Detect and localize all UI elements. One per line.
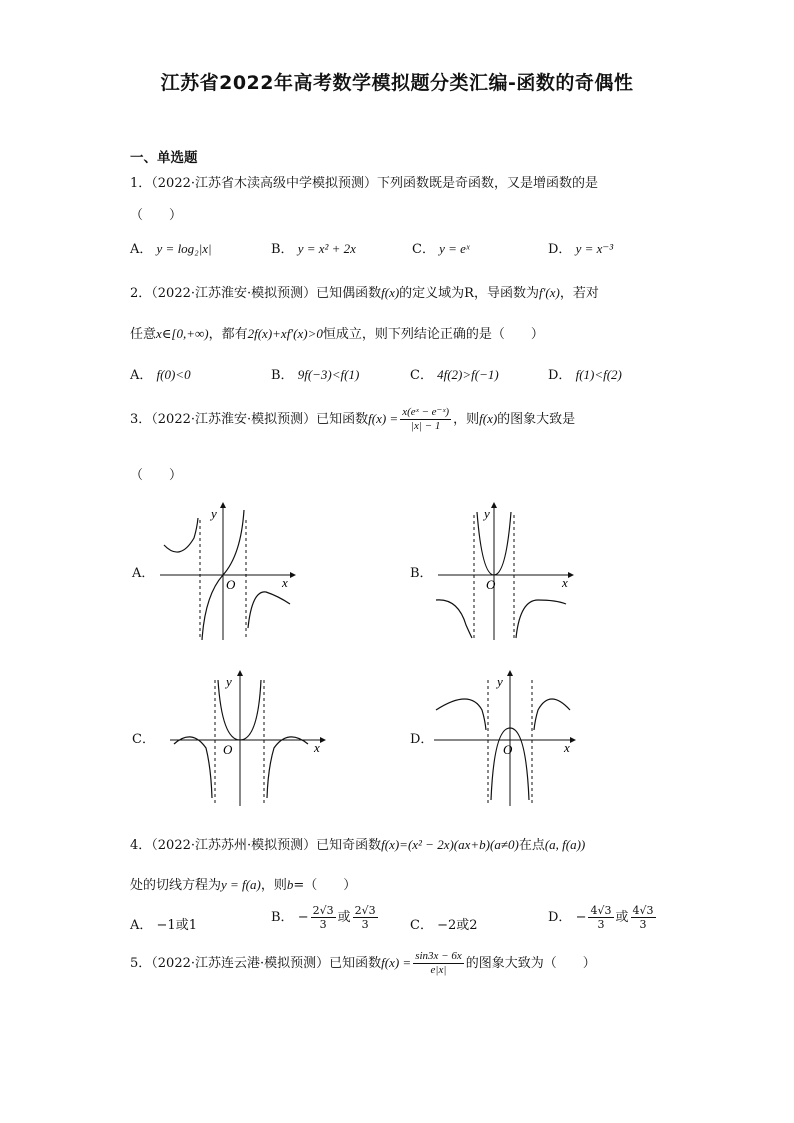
- question-2-line-1: [130, 282, 599, 301]
- numerator: sin3x − 6x: [415, 950, 462, 962]
- option-label: A．: [130, 242, 153, 257]
- denominator: 3: [319, 918, 327, 931]
- text: 恒成立，则下列结论正确的是（ ）: [322, 327, 544, 342]
- option-label: D．: [548, 242, 572, 257]
- q3-graph-c[interactable]: [160, 668, 330, 808]
- or-text: 或: [337, 910, 351, 925]
- q3-graph-a[interactable]: [150, 500, 300, 645]
- section-heading: 一、单选题: [130, 150, 198, 166]
- minus-sign: −: [575, 910, 587, 925]
- q1-option-b[interactable]: [271, 238, 356, 257]
- option-text: y = log₂|x|: [156, 241, 212, 256]
- fraction: [413, 950, 464, 977]
- option-label: B．: [271, 242, 294, 257]
- curve-right: [267, 737, 308, 798]
- fraction: [400, 406, 451, 433]
- numerator: 2√3: [354, 904, 376, 917]
- option-text: f(1)<f(2): [575, 367, 622, 382]
- q3-graph-c-label[interactable]: C．: [132, 732, 155, 747]
- math: (a, f(a)): [544, 837, 586, 852]
- text: ，则: [453, 412, 480, 427]
- x-axis-arrow: [290, 572, 296, 578]
- text: ，都有: [208, 327, 248, 342]
- fraction: [631, 904, 656, 931]
- question-5-stem: [130, 950, 596, 977]
- option-label: C．: [410, 368, 433, 383]
- q3-graph-d[interactable]: [430, 668, 580, 808]
- numerator: x(eˣ − e⁻ˣ): [402, 406, 450, 418]
- text: 任意: [130, 327, 157, 342]
- x-axis-arrow: [570, 737, 576, 743]
- denominator: e|x|: [430, 964, 447, 976]
- math: f(x)=(x² − 2x)(ax+b)(a≠0): [381, 837, 519, 852]
- y-label: y: [484, 506, 490, 521]
- text: 5．（2022·江苏连云港·模拟预测）已知函数: [130, 956, 382, 971]
- option-text: 9f(−3)<f(1): [297, 367, 360, 382]
- option-label: A．: [130, 368, 153, 383]
- math: f′(x): [538, 285, 560, 300]
- text: ，则: [260, 878, 287, 893]
- text: ，若对: [559, 286, 599, 301]
- origin-label: O: [226, 577, 236, 592]
- q4-option-b[interactable]: [271, 904, 380, 931]
- y-axis-arrow: [220, 502, 226, 508]
- y-label: y: [497, 674, 503, 689]
- option-label: A．: [130, 918, 153, 933]
- origin-label: O: [223, 742, 233, 757]
- q2-option-d[interactable]: [548, 364, 622, 383]
- fraction: [353, 904, 378, 931]
- q1-option-d[interactable]: [548, 238, 613, 257]
- q1-option-c[interactable]: [412, 238, 470, 257]
- q3-graph-d-label[interactable]: D．: [410, 732, 434, 747]
- y-axis-arrow: [491, 502, 497, 508]
- math: b: [286, 877, 294, 892]
- option-text: y = x⁻³: [575, 241, 614, 256]
- q4-option-a[interactable]: [130, 914, 197, 933]
- math: x∈[0,+∞): [156, 326, 209, 341]
- option-label: C．: [412, 242, 435, 257]
- or-text: 或: [615, 910, 629, 925]
- curve-right: [534, 699, 570, 730]
- q3-graph-a-label[interactable]: A．: [132, 566, 155, 581]
- option-text: −2或2: [437, 918, 478, 933]
- numerator: 4√3: [590, 904, 612, 917]
- math: f(x): [381, 285, 400, 300]
- text: 4．（2022·江苏苏州·模拟预测）已知奇函数: [130, 838, 382, 853]
- question-4-line-2: [130, 874, 356, 893]
- q4-option-d[interactable]: [548, 904, 658, 931]
- option-text: 4f(2)>f(−1): [437, 367, 499, 382]
- option-text: y = x² + 2x: [297, 241, 356, 256]
- option-text: y = eˣ: [439, 241, 470, 256]
- q2-option-b[interactable]: [271, 364, 359, 383]
- minus-sign: −: [297, 910, 309, 925]
- curve-left: [174, 737, 212, 798]
- numerator: 2√3: [312, 904, 334, 917]
- question-1-paren: （ ）: [130, 208, 183, 223]
- q2-option-c[interactable]: [410, 364, 499, 383]
- q3-graph-b[interactable]: [428, 500, 578, 645]
- text: 处的切线方程为: [130, 878, 222, 893]
- math: 2f(x)+xf′(x)>0: [247, 326, 323, 341]
- page-title: 江苏省2022年高考数学模拟题分类汇编-函数的奇偶性: [160, 72, 634, 94]
- q3-graph-b-label[interactable]: B．: [410, 566, 433, 581]
- curve-left: [164, 518, 198, 552]
- text: 2．（2022·江苏淮安·模拟预测）已知偶函数: [130, 286, 382, 301]
- y-axis-arrow: [237, 670, 243, 676]
- text: 的定义域为R，导函数为: [399, 286, 539, 301]
- fraction: [588, 904, 613, 931]
- denominator: 3: [639, 918, 647, 931]
- x-label: x: [314, 740, 320, 755]
- math: y = f(a): [221, 877, 261, 892]
- q1-option-a[interactable]: [130, 238, 212, 257]
- option-label: C．: [410, 918, 433, 933]
- question-2-line-2: [130, 323, 544, 342]
- option-text: −1或1: [156, 918, 197, 933]
- option-label: B．: [271, 368, 294, 383]
- curve-left: [436, 600, 472, 638]
- question-3-stem: [130, 406, 575, 433]
- curve-right: [248, 592, 290, 628]
- x-axis-arrow: [568, 572, 574, 578]
- numerator: 4√3: [632, 904, 654, 917]
- y-label: y: [211, 506, 217, 521]
- option-label: B．: [271, 910, 294, 925]
- text: 在点: [518, 838, 545, 853]
- text: 3．（2022·江苏淮安·模拟预测）已知函数: [130, 412, 369, 427]
- question-4-line-1: [130, 834, 585, 853]
- math: f(x) =: [381, 955, 412, 970]
- math: f(x) =: [368, 411, 399, 426]
- x-label: x: [282, 575, 288, 590]
- denominator: 3: [597, 918, 605, 931]
- text: 的图象大致为（ ）: [465, 956, 596, 971]
- math: f(x): [479, 411, 498, 426]
- text: =（ ）: [293, 878, 357, 893]
- text: 的图象大致是: [497, 412, 576, 427]
- question-1-stem: 1．（2022·江苏省木渎高级中学模拟预测）下列函数既是奇函数，又是增函数的是: [130, 176, 598, 191]
- x-label: x: [564, 740, 570, 755]
- option-text: f(0)<0: [156, 367, 191, 382]
- denominator: 3: [361, 918, 369, 931]
- origin-label: O: [503, 742, 513, 757]
- fraction: [311, 904, 336, 931]
- y-label: y: [226, 674, 232, 689]
- x-label: x: [562, 575, 568, 590]
- x-axis-arrow: [320, 737, 326, 743]
- q2-option-a[interactable]: [130, 364, 191, 383]
- option-label: D．: [548, 368, 572, 383]
- curve-right: [516, 600, 566, 638]
- origin-label: O: [486, 577, 496, 592]
- curve-left: [436, 699, 486, 730]
- y-axis-arrow: [507, 670, 513, 676]
- option-label: D．: [548, 910, 572, 925]
- denominator: |x| − 1: [410, 420, 441, 432]
- question-3-paren: （ ）: [130, 468, 183, 483]
- q4-option-c[interactable]: [410, 914, 478, 933]
